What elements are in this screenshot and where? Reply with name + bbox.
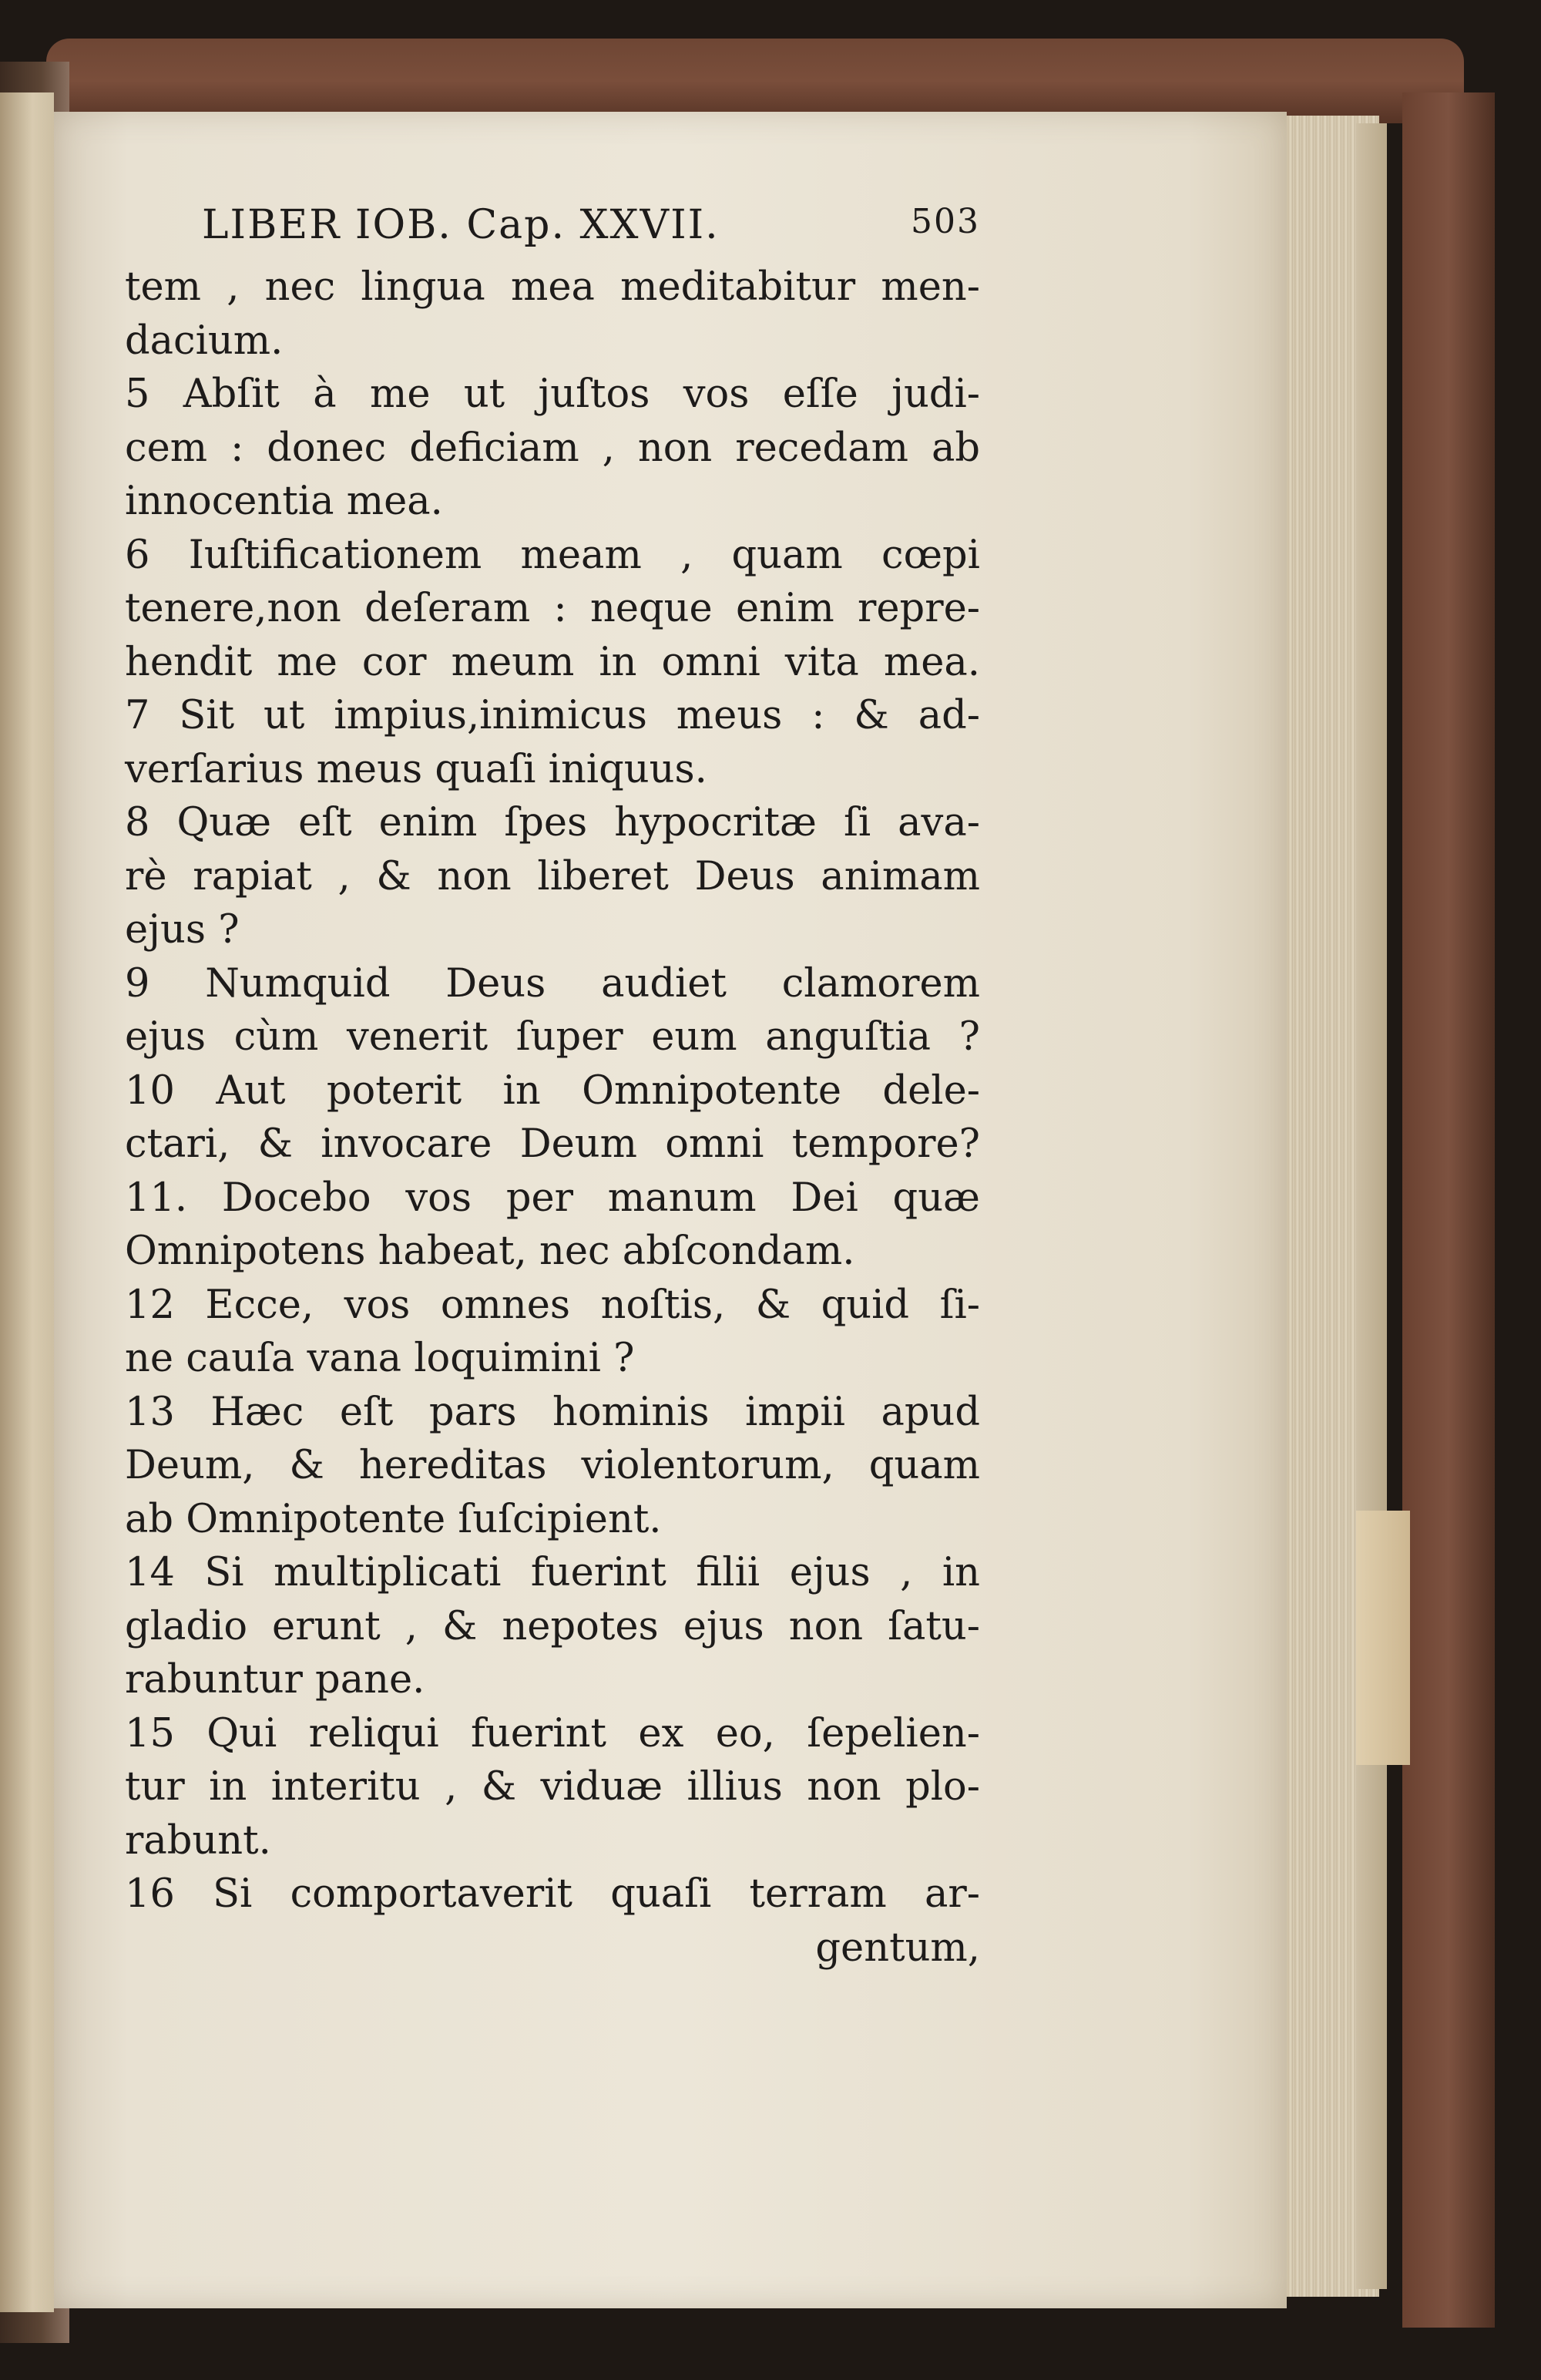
text-line: tenere,non deſeram : neque enim repre-	[125, 586, 980, 631]
text-line: 13 Hæc eſt pars hominis impii apud	[125, 1389, 980, 1435]
text-line: verſarius meus quaſi iniquus.	[125, 746, 707, 792]
running-header	[125, 202, 980, 261]
paper-tab	[1356, 1511, 1410, 1765]
text-line: ejus ?	[125, 907, 240, 953]
text-line: 9 Numquid Deus audiet clamorem	[125, 960, 980, 1007]
text-line: 14 Si multiplicati fuerint filii ejus , in	[125, 1550, 980, 1595]
text-line: Deum, & hereditas violentorum, quam	[125, 1443, 980, 1488]
binding-top	[46, 39, 1464, 123]
text-line: hendit me cor meum in omni vita mea.	[125, 639, 980, 685]
text-line: tem , nec lingua mea meditabitur men-	[125, 264, 980, 310]
text-line: dacium.	[125, 318, 284, 364]
text-line: 11. Docebo vos per manum Dei quæ	[125, 1175, 980, 1221]
text-line: 15 Qui reliqui fuerint ex eo, ſepelien-	[125, 1710, 980, 1756]
page-text	[125, 202, 980, 1975]
facing-page-edge	[0, 92, 54, 2312]
text-line: 7 Sit ut impius,inimicus meus : & ad-	[125, 693, 980, 738]
text-line: 8 Quæ eſt enim ſpes hypocritæ ſi ava-	[125, 800, 980, 845]
text-line: 12 Ecce, vos omnes noſtis, & quid ſi-	[125, 1282, 980, 1328]
text-line: rè rapiat , & non liberet Deus animam	[125, 853, 980, 899]
text-line: Omnipotens habeat, nec abſcondam.	[125, 1229, 855, 1274]
binding-right	[1402, 92, 1495, 2328]
text-line: 6 Iuſtificationem meam , quam cœpi	[125, 532, 980, 578]
text-line: 16 Si comportaverit quaſi terram ar-	[125, 1871, 980, 1917]
text-line: 10 Aut poterit in Omnipotente dele-	[125, 1067, 980, 1114]
text-line: ejus cùm venerit ſuper eum anguſtia ?	[125, 1014, 980, 1060]
text-line: tur in interitu , & viduæ illius non plo-	[125, 1764, 980, 1810]
text-line: gladio erunt , & nepotes ejus non ſatu-	[125, 1603, 980, 1649]
folio-number: 503	[911, 202, 980, 241]
running-title: LIBER IOB. Cap. XXVII.	[202, 202, 720, 248]
text-line: rabuntur pane.	[125, 1657, 425, 1703]
text-line: 5 Abſit à me ut juſtos vos eſſe judi-	[125, 371, 980, 417]
catchword: gentum,	[815, 1925, 980, 1971]
text-line: ctari, & invocare Deum omni tempore?	[125, 1121, 980, 1167]
page-edges-shadow	[1356, 123, 1387, 2289]
text-line: innocentia mea.	[125, 479, 443, 524]
text-line: rabunt.	[125, 1817, 271, 1864]
text-line: ab Omnipotente ſuſcipient.	[125, 1496, 662, 1542]
text-line: ne cauſa vana loquimini ?	[125, 1336, 635, 1381]
text-line: cem : donec deficiam , non recedam ab	[125, 425, 980, 471]
